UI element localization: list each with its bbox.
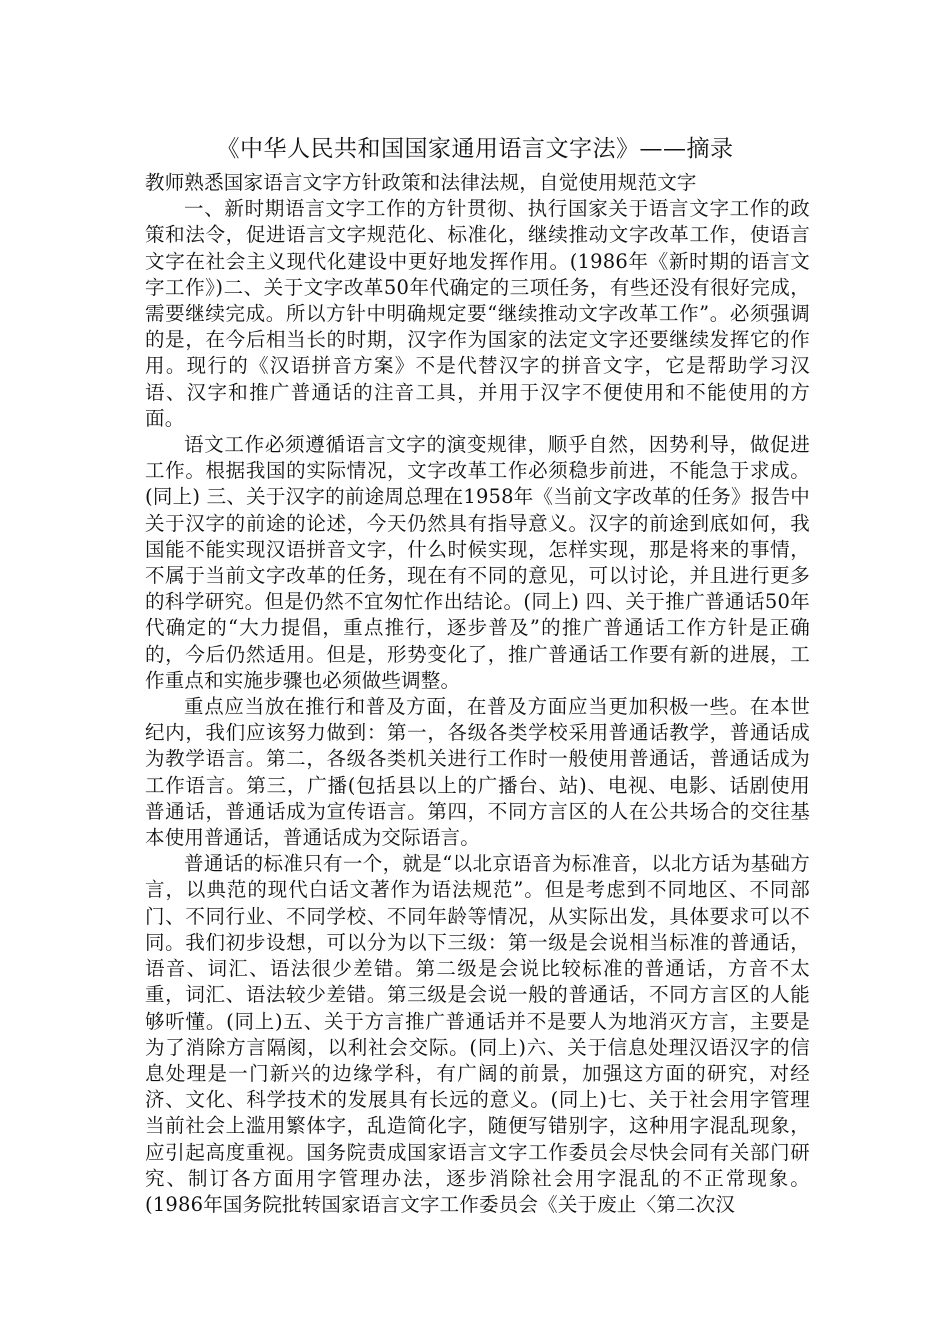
document-subtitle: 教师熟悉国家语言文字方针政策和法律法规，自觉使用规范文字 bbox=[145, 171, 697, 194]
paragraph: 重点应当放在推行和普及方面，在普及方面应当更加积极一些。在本世纪内，我们应该努力做到：第一，各级各类学校采用普通话教学，普通话成为教学语言。第二，各级各类机关进行工作时一般使用普通话，普通话成为工作语言。第三，广播(包括县以上的广播台、站)、电视、电影、话剧使用普通话，普通话成为宣传语言。第四，不同方言区的人在公共场合的交往基本使用普通话，普通话成为交际语言。 bbox=[145, 695, 810, 850]
paragraph: 普通话的标准只有一个，就是“以北京语音为标准音，以北方话为基础方言，以典范的现代白话文著作为语法规范”。但是考虑到不同地区、不同部门、不同行业、不同学校、不同年龄等情况，从实际出发，具体要求可以不同。我们初步设想，可以分为以下三级：第一级是会说相当标准的普通话，语音、词汇、语法很少差错。第二级是会说比较标准的普通话，方音不太重，词汇、语法较少差错。第三级是会说一般的普通话，不同方言区的人能够听懂。(同上)五、关于方言推广普通话并不是要人为地消灭方言，主要是为了消除方言隔阂，以利社会交际。(同上)六、关于信息处理汉语汉字的信息处理是一门新兴的边缘学科，有广阔的前景，加强这方面的研究，对经济、文化、科学技术的发展具有长远的意义。(同上)七、关于社会用字管理当前社会上滥用繁体字，乱造简化字，随便写错别字，这种用字混乱现象，应引起高度重视。国务院责成国家语言文字工作委员会尽快会同有关部门研究、制订各方面用字管理办法，逐步消除社会用字混乱的不正常现象。(1986年国务院批转国家语言文字工作委员会《关于废止〈第二次汉 bbox=[145, 852, 810, 1216]
paragraph: 语文工作必须遵循语言文字的演变规律，顺乎自然，因势利导，做促进工作。根据我国的实际情况，文字改革工作必须稳步前进，不能急于求成。(同上) 三、关于汉字的前途周总理在1958年《当前文字改革的任务》报告中关于汉字的前途的论述，今天仍然具有指导意义。汉字的前途到底如何，我国能不能实现汉语拼音文字，什么时候实现，怎样实现，那是将来的事情，不属于当前文字改革的任务，现在有不同的意见，可以讨论，并且进行更多的科学研究。但是仍然不宜匆忙作出结论。(同上) 四、关于推广普通话50年代确定的“大力提倡，重点推行，逐步普及”的推广普通话工作方针是正确的，今后仍然适用。但是，形势变化了，推广普通话工作要有新的进展，工作重点和实施步骤也必须做些调整。 bbox=[145, 433, 810, 692]
paragraph: 一、新时期语言文字工作的方针贯彻、执行国家关于语言文字工作的政策和法令，促进语言文字规范化、标准化，继续推动文字改革工作，使语言文字在社会主义现代化建设中更好地发挥作用。(1986年《新时期的语言文字工作》)二、关于文字改革50年代确定的三项任务，有些还没有很好完成，需要继续完成。所以方针中明确规定要“继续推动文字改革工作”。必须强调的是，在今后相当长的时期，汉字作为国家的法定文字还要继续发挥它的作用。现行的《汉语拼音方案》不是代替汉字的拼音文字，它是帮助学习汉语、汉字和推广普通话的注音工具，并用于汉字不便使用和不能使用的方面。 bbox=[145, 197, 810, 430]
document-body bbox=[145, 170, 810, 1218]
document-title: 《中华人民共和国国家通用语言文字法》——摘录 bbox=[216, 136, 734, 162]
